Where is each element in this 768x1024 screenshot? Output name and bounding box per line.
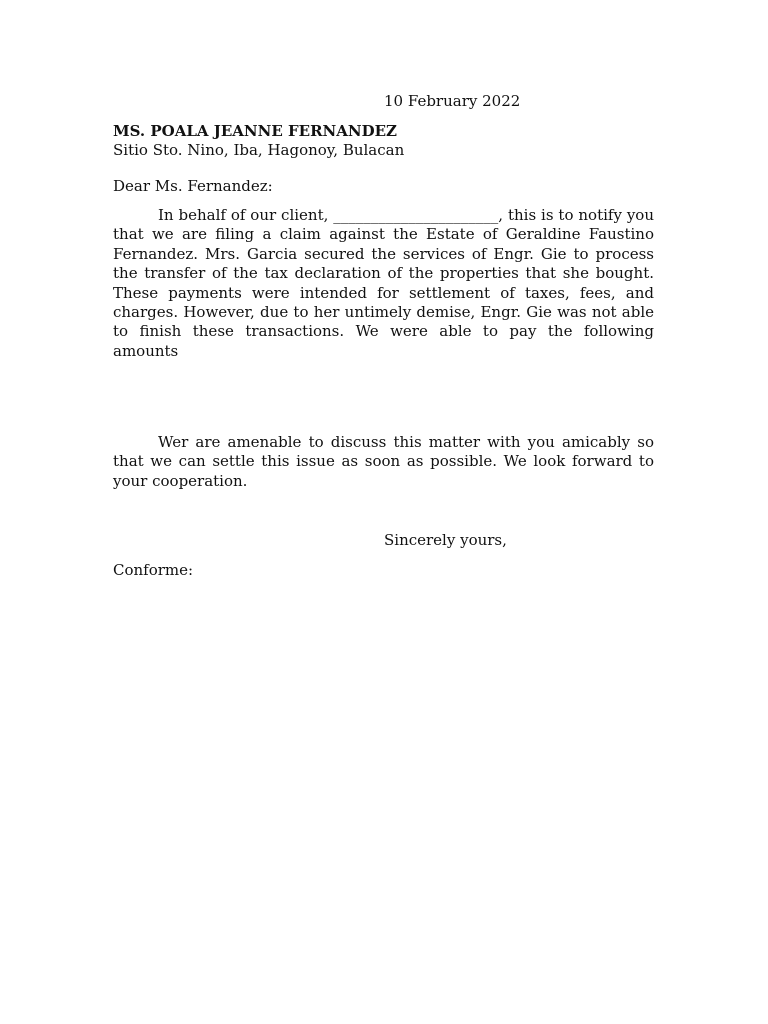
salutation: Dear Ms. Fernandez:	[113, 177, 273, 195]
letter-date: 10 February 2022	[384, 92, 521, 110]
recipient-address: Sitio Sto. Nino, Iba, Hagonoy, Bulacan	[113, 141, 405, 159]
recipient-name: MS. POALA JEANNE FERNANDEZ	[113, 122, 397, 140]
body-paragraph-claim: In behalf of our client, ______________________, this is to notify you that we are filing a claim against the Estate of Geraldine Faustino Fernandez. Mrs. Garcia secured the services of Engr. Gie to process the transfer of the tax declaration of the properties that she bought. These payments were intended for settlement of taxes, fees, and charges. However, due to her untimely demise, Engr. Gie was not able to finish these transactions. We were able to pay the following amounts	[113, 206, 654, 360]
body-paragraph-amicable: Wer are amenable to discuss this matter with you amicably so that we can settle this issue as soon as possible. We look forward to your cooperation.	[113, 433, 654, 490]
closing: Sincerely yours,	[384, 531, 507, 549]
conforme-label: Conforme:	[113, 561, 194, 579]
